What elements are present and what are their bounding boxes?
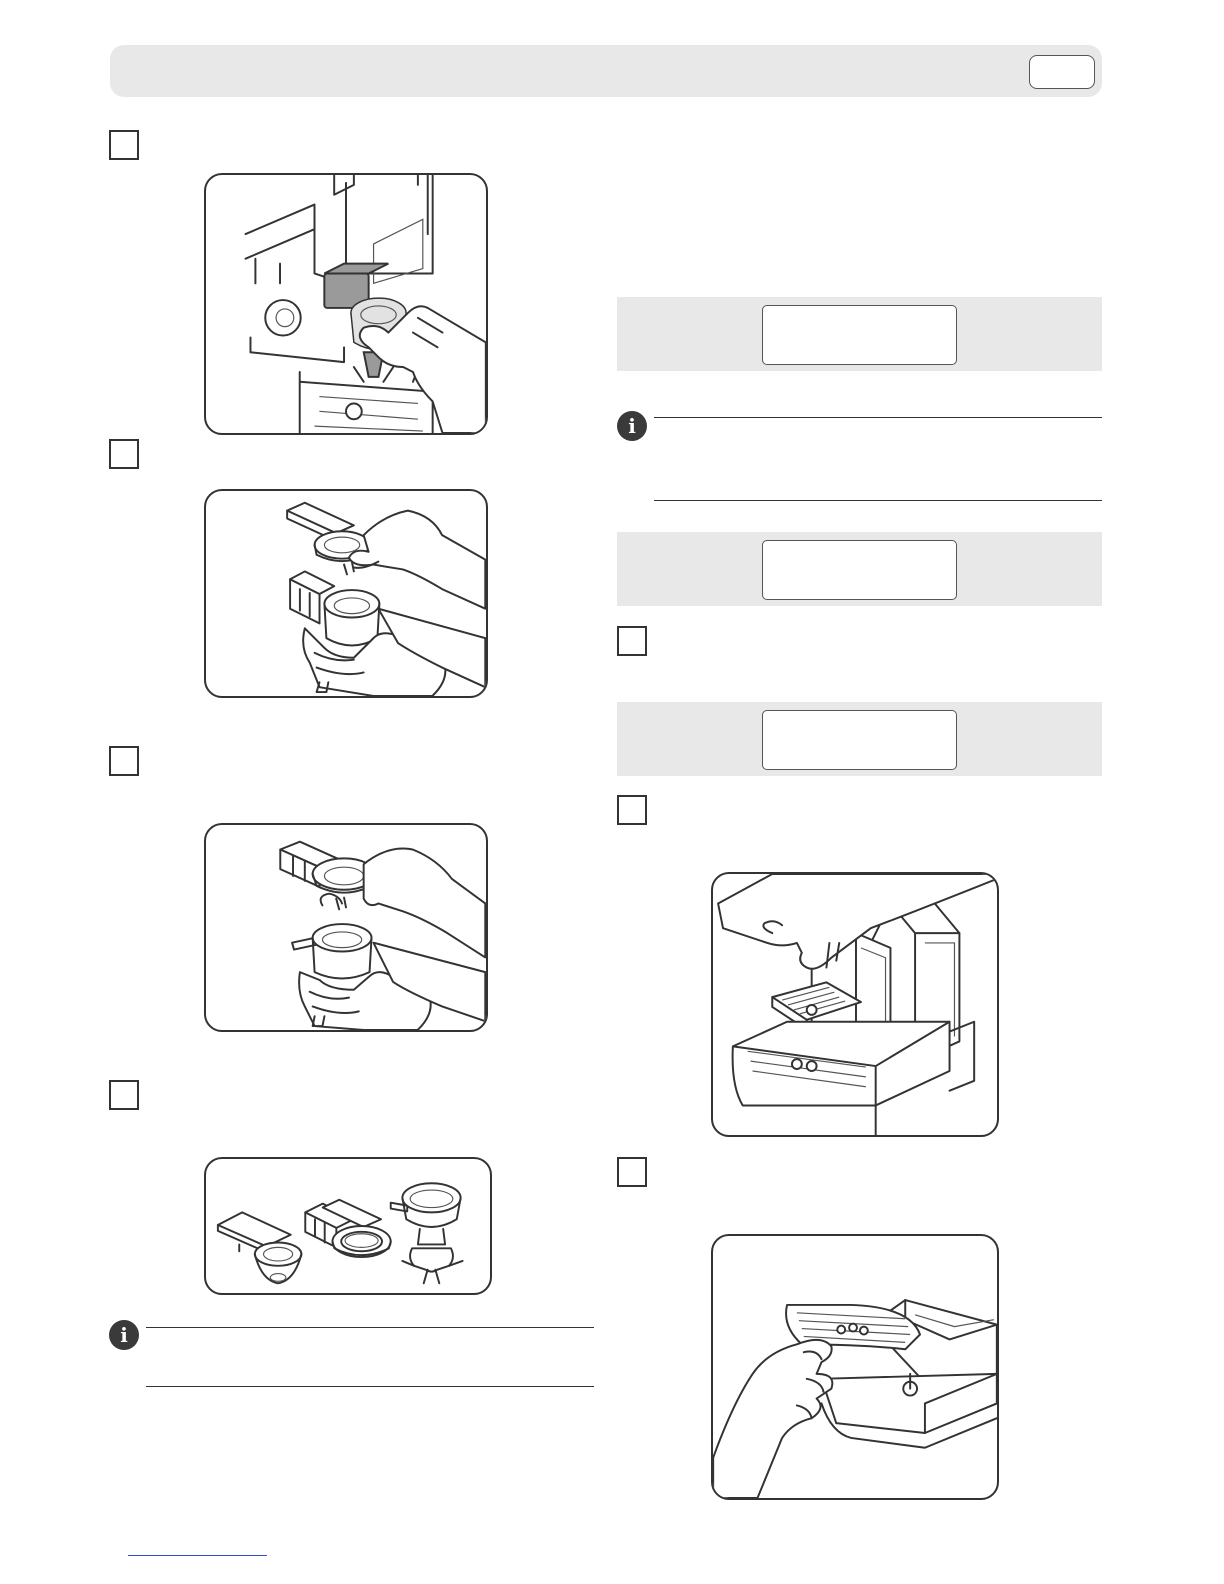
display-screen	[762, 540, 957, 600]
display-screen	[762, 305, 957, 365]
display-panel	[617, 297, 1102, 371]
step-number-box	[109, 130, 139, 160]
step-number-box	[109, 439, 139, 469]
step-number-box	[109, 1080, 139, 1110]
step-number-box	[617, 626, 647, 656]
display-screen	[762, 710, 957, 770]
info-icon: i	[109, 1320, 139, 1350]
illustration-remove-drip-grid	[711, 1234, 999, 1500]
illustration-separate-cover	[204, 489, 488, 698]
illustration-remove-dispenser	[204, 173, 488, 435]
step-number-box	[109, 746, 139, 776]
illustration-remove-drip-tray	[711, 872, 999, 1137]
footer-link[interactable]	[128, 1555, 267, 1556]
header-bar	[110, 45, 1102, 97]
illustration-parts-disassembled	[204, 1157, 492, 1295]
step-number-box	[617, 1157, 647, 1187]
info-note-bottom-rule	[146, 1386, 594, 1387]
display-panel	[617, 702, 1102, 776]
page-number-tab	[1029, 55, 1095, 89]
illustration-separate-funnel	[204, 823, 488, 1032]
info-icon: i	[617, 411, 647, 441]
step-number-box	[617, 795, 647, 825]
info-note-top-rule	[146, 1327, 594, 1328]
info-note-top-rule	[654, 417, 1102, 418]
info-note-bottom-rule	[654, 500, 1102, 501]
display-panel	[617, 532, 1102, 606]
